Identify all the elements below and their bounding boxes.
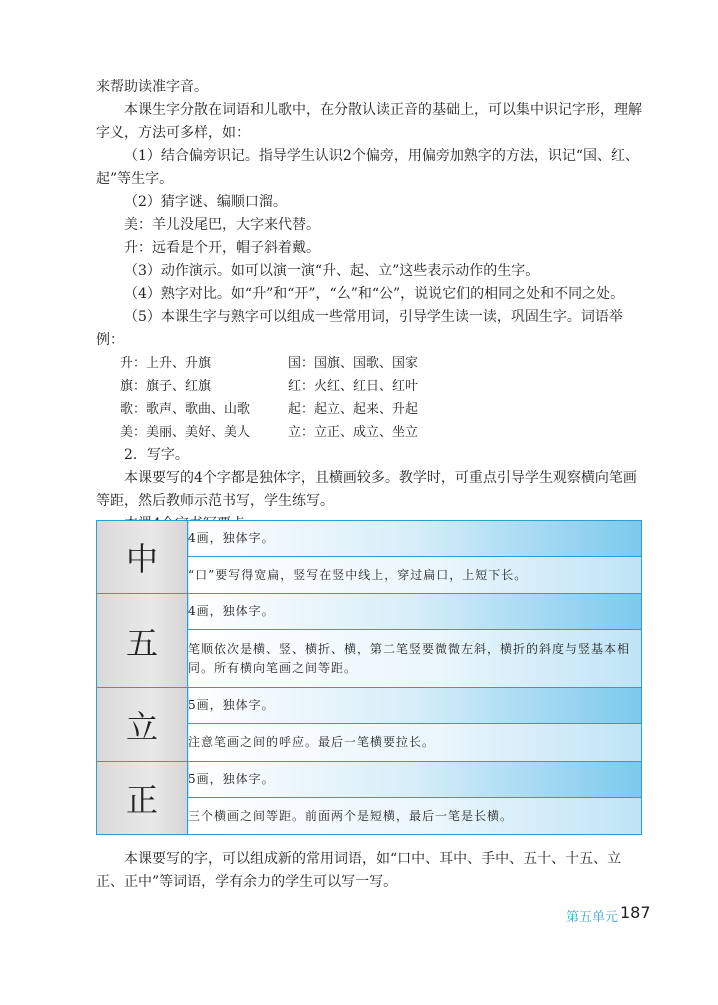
paragraph: 本课要写的字，可以组成新的常用词语，如“口中、耳中、手中、五十、十五、立正、正中”等词语，学有余力的学生可以写一写。 [96,851,622,890]
paragraph: （5）本课生字与熟字可以组成一些常用词，引导学生读一读，巩固生字。词语举例： [96,309,623,348]
char-cell: 立 [97,688,188,762]
table-row [97,594,642,630]
writing-tip: 三个横画之间等距。前面两个是短横，最后一笔是长横。 [188,798,642,835]
riddle-line: 升：远看是个开，帽子斜着戴。 [124,240,320,256]
paragraph: （4）熟字对比。如“升”和“开”，“么”和“公”，说说它们的相同之处和不同之处。 [124,286,625,302]
word-item: 美：美丽、美好、美人 [120,425,251,440]
char-cell: 正 [97,762,188,835]
table-row [97,688,642,724]
word-item: 红：火红、红日、红叶 [288,379,419,394]
writing-tip: “口”要写得宽扁，竖写在竖中线上，穿过扁口，上短下长。 [188,557,642,594]
writing-tip: 注意笔画之间的呼应。最后一笔横要拉长。 [188,724,642,762]
word-item: 升：上升、升旗 [120,356,212,371]
word-item: 旗：旗子、红旗 [120,379,212,394]
paragraph: （3）动作演示。如可以演一演“升、起、立”这些表示动作的生字。 [124,263,540,279]
paragraph: 来帮助读准字音。 [96,79,208,95]
stroke-count: 5画，独体字。 [188,762,642,798]
stroke-count: 4画，独体字。 [188,594,642,630]
page-number: 187 [620,903,651,922]
section-heading: 2．写字。 [124,447,189,463]
char-cell: 中 [97,521,188,594]
paragraph: 本课生字分散在词语和儿歌中，在分散认读正音的基础上，可以集中识记字形，理解字义，方法可多样，如： [96,102,642,141]
word-item: 歌：歌声、歌曲、山歌 [120,402,251,417]
writing-points-table [96,520,642,835]
closing-text [96,848,642,894]
paragraph: 本课要写的4个字都是独体字，且横画较多。教学时，可重点引导学生观察横向笔画等距，然后教师示范书写，学生练写。 [96,470,637,509]
word-item: 国：国旗、国歌、国家 [288,356,419,371]
unit-label: 第五单元 [566,910,619,925]
word-item: 立：立正、成立、坐立 [288,425,419,440]
paragraph: （2）猜字谜、编顺口溜。 [124,194,287,210]
stroke-count: 5画，独体字。 [188,688,642,724]
table-row [97,762,642,798]
riddle-line: 美：羊儿没尾巴，大字来代替。 [124,217,320,233]
word-examples [120,352,642,444]
main-text [96,76,642,536]
paragraph: （1）结合偏旁识记。指导学生认识2个偏旁，用偏旁加熟字的方法，识记“国、红、起”等生字。 [96,148,639,187]
char-cell: 五 [97,594,188,688]
word-item: 起：起立、起来、升起 [288,402,419,417]
table-row [97,521,642,557]
stroke-count: 4画，独体字。 [188,521,642,557]
writing-tip: 笔顺依次是横、竖、横折、横，第二笔竖要微微左斜，横折的斜度与竖基本相同。所有横向笔画之间等距。 [188,630,642,688]
